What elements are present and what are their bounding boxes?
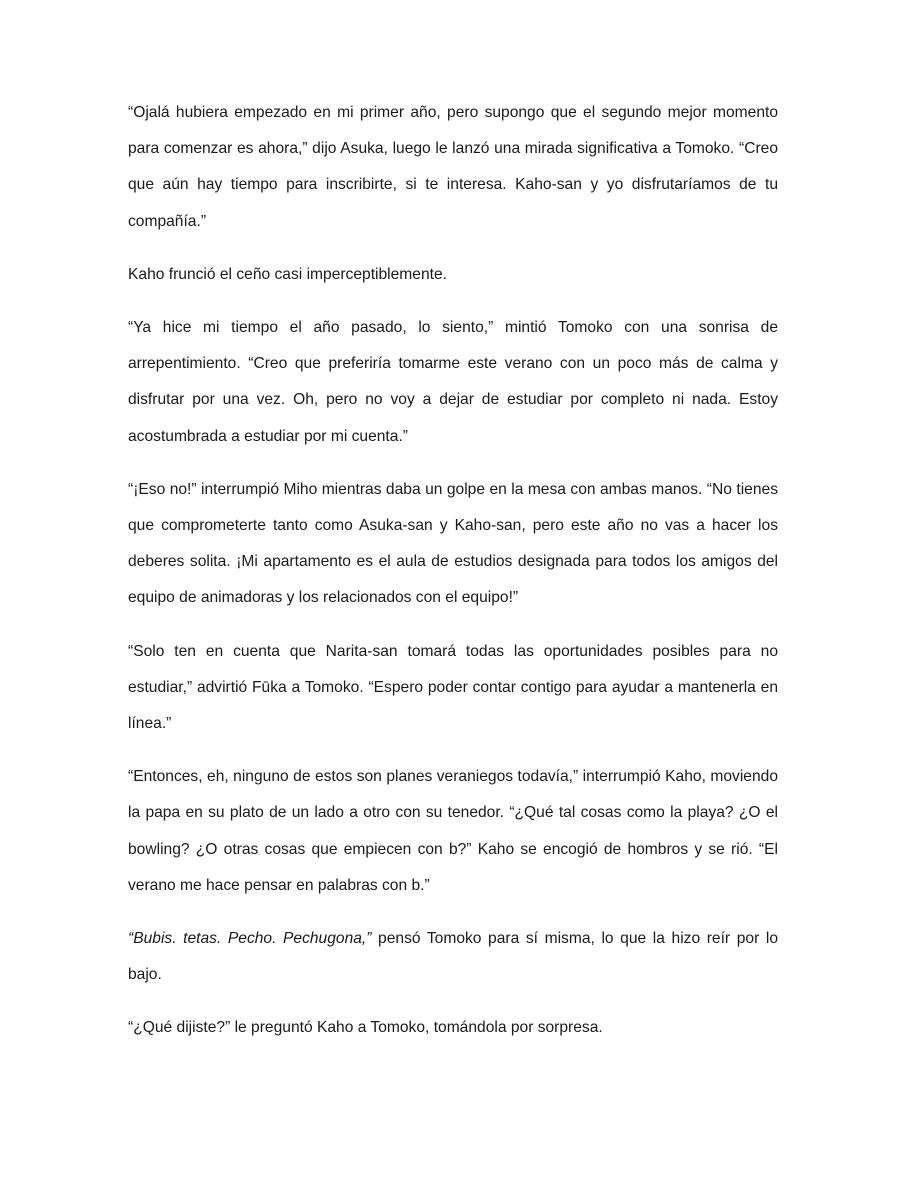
paragraph-3: “Ya hice mi tiempo el año pasado, lo siento,” mintió Tomoko con una sonrisa de arrepentimiento. “Creo que preferiría tomarme este verano con un poco más de calma y disfrutar por una vez. Oh, pero no voy a dejar de estudiar por completo ni nada. Estoy acostumbrada a estudiar por mi cuenta.” — [128, 319, 778, 445]
document-page — [128, 95, 778, 1064]
paragraph-7-text: pensó Tomoko para sí misma, lo que la hizo reír por lo bajo. — [128, 930, 778, 984]
italic-thought: “Bubis. tetas. Pecho. Pechugona,” — [128, 930, 372, 948]
paragraph-8: “¿Qué dijiste?” le preguntó Kaho a Tomoko, tomándola por sorpresa. — [128, 1019, 603, 1037]
paragraph-2: Kaho frunció el ceño casi imperceptiblemente. — [128, 265, 447, 283]
paragraph-1: “Ojalá hubiera empezado en mi primer año, pero supongo que el segundo mejor momento para comenzar es ahora,” dijo Asuka, luego le lanzó una mirada significativa a Tomoko. “Creo que aún hay tiempo para inscribirte, si te interesa. Kaho-san y yo disfrutaríamos de tu compañía.” — [128, 104, 778, 230]
paragraph-7 — [128, 921, 778, 993]
paragraph-5: “Solo ten en cuenta que Narita-san tomará todas las oportunidades posibles para no estudiar,” advirtió Fūka a Tomoko. “Espero poder contar contigo para ayudar a mantenerla en línea.” — [128, 642, 778, 733]
paragraph-4: “¡Eso no!” interrumpió Miho mientras daba un golpe en la mesa con ambas manos. “No tienes que comprometerte tanto como Asuka-san y Kaho-san, pero este año no vas a hacer los deberes solita. ¡Mi apartamento es el aula de estudios designada para todos los amigos del equipo de animadoras y los relacionados con el equipo!” — [128, 480, 778, 607]
paragraph-6: “Entonces, eh, ninguno de estos son planes veraniegos todavía,” interrumpió Kaho, moviendo la papa en su plato de un lado a otro con su tenedor. “¿Qué tal cosas como la playa? ¿O el bowling? ¿O otras cosas que empiecen con b?” Kaho se encogió de hombros y se rió. “El verano me hace pensar en palabras con b.” — [128, 768, 778, 894]
